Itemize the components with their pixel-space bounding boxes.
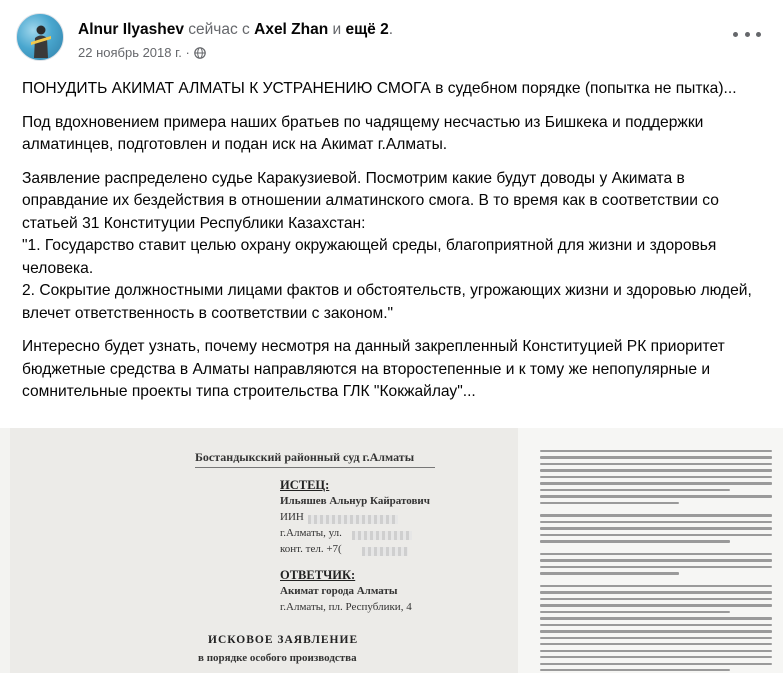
redacted-area	[362, 547, 408, 556]
post-header	[0, 0, 783, 70]
post-photo[interactable]	[0, 428, 783, 673]
text-line	[540, 637, 772, 639]
meta-end-text: .	[388, 21, 394, 38]
text-line	[540, 463, 772, 465]
document-defendant-address: г.Алматы, пл. Республики, 4	[280, 601, 412, 613]
text-line	[540, 566, 772, 568]
text-line	[540, 591, 772, 593]
document-page-left	[10, 428, 518, 673]
text-line	[540, 650, 772, 652]
avatar-figure-icon	[31, 24, 51, 58]
text-line	[540, 656, 772, 658]
text-line	[540, 643, 772, 645]
author-avatar[interactable]	[16, 13, 64, 61]
post-paragraph-4: Интересно будет узнать, почему несмотря на данный закрепленный Конституцией РК приоритет бюджетные средства в Алматы направляются на второстепенные и к тому же непопулярные и сомнительные проекты типа строительства ГЛК "Кокжайлау"...	[22, 338, 725, 400]
document-plaintiff-name: Ильяшев Альнур Кайратович	[280, 495, 430, 507]
post-paragraph-3	[22, 168, 767, 326]
document-court-rule	[195, 467, 435, 468]
text-line	[540, 611, 730, 613]
text-line	[540, 456, 772, 458]
text-line	[540, 559, 772, 561]
document-iin: ИИН	[280, 511, 304, 523]
document-phone: конт. тел. +7(	[280, 543, 342, 555]
meta-now-text: сейчас с	[183, 21, 255, 38]
dot	[733, 32, 738, 37]
document-plaintiff-label: ИСТЕЦ:	[280, 478, 330, 492]
post-body	[22, 78, 767, 415]
redacted-area	[352, 531, 412, 540]
post-paragraph-3-line-2: "1. Государство ставит целью охрану окружающей среды, благоприятной для жизни и здоровья человека.	[22, 237, 717, 277]
author-name-link[interactable]: Alnur Ilyashev	[78, 21, 184, 38]
text-line	[540, 572, 679, 574]
text-line	[540, 482, 772, 484]
post-paragraph-1: ПОНУДИТЬ АКИМАТ АЛМАТЫ К УСТРАНЕНИЮ СМОГА в судебном порядке (попытка не пытка)...	[22, 80, 737, 97]
redacted-area	[308, 515, 398, 524]
post-paragraph-2: Под вдохновением примера наших братьев по чадящему несчастью из Бишкека и поддержки алматинцев, подготовлен и подан иск на Акимат г.Алматы.	[22, 113, 704, 153]
dot	[756, 32, 761, 37]
author-line	[78, 21, 393, 39]
document-subtitle: в порядке особого производства	[198, 652, 357, 664]
text-line	[540, 598, 772, 600]
text-line	[540, 476, 772, 478]
document-defendant-name: Акимат города Алматы	[280, 585, 398, 597]
text-line	[540, 521, 772, 523]
text-line	[540, 450, 772, 452]
text-line	[540, 495, 772, 497]
text-line	[540, 553, 772, 555]
document-body-text-block	[540, 450, 772, 673]
text-line	[540, 527, 772, 529]
text-line	[540, 489, 730, 491]
document-address: г.Алматы, ул.	[280, 527, 342, 539]
text-line	[540, 624, 772, 626]
document-title: ИСКОВОЕ ЗАЯВЛЕНИЕ	[208, 634, 359, 646]
globe-icon	[194, 47, 206, 59]
post-date-link[interactable]: 22 ноябрь 2018 г. ·	[78, 45, 190, 60]
text-line	[540, 534, 772, 536]
meta-and-text: и	[328, 21, 346, 38]
text-line	[540, 540, 730, 542]
more-tagged-link[interactable]: ещё 2	[345, 21, 389, 38]
text-line	[540, 514, 772, 516]
text-line	[540, 469, 772, 471]
dot	[745, 32, 750, 37]
document-page-right	[518, 428, 783, 673]
post-options-button[interactable]	[733, 24, 761, 44]
tagged-user-link[interactable]: Axel Zhan	[254, 21, 329, 38]
document-defendant-label: ОТВЕТЧИК:	[280, 568, 356, 582]
text-line	[540, 669, 730, 671]
text-line	[540, 617, 772, 619]
post-date-line	[78, 45, 206, 60]
text-line	[540, 585, 772, 587]
text-line	[540, 630, 772, 632]
text-line	[540, 502, 679, 504]
text-line	[540, 663, 772, 665]
document-court: Бостандыкский районный суд г.Алматы	[195, 450, 415, 464]
post-paragraph-3-line-3: 2. Сокрытие должностными лицами фактов и обстоятельств, угрожающих жизни и здоровью людей, влечет ответственность в соответствии с законом."	[22, 282, 752, 322]
text-line	[540, 604, 772, 606]
post-paragraph-3-line-1: Заявление распределено судье Каракузиевой. Посмотрим какие будут доводы у Акимата в оправдание их бездействия в отношении алматинского смога. В то время как в соответствии со статьей 31 Конституции Республики Казахстан:	[22, 169, 719, 232]
